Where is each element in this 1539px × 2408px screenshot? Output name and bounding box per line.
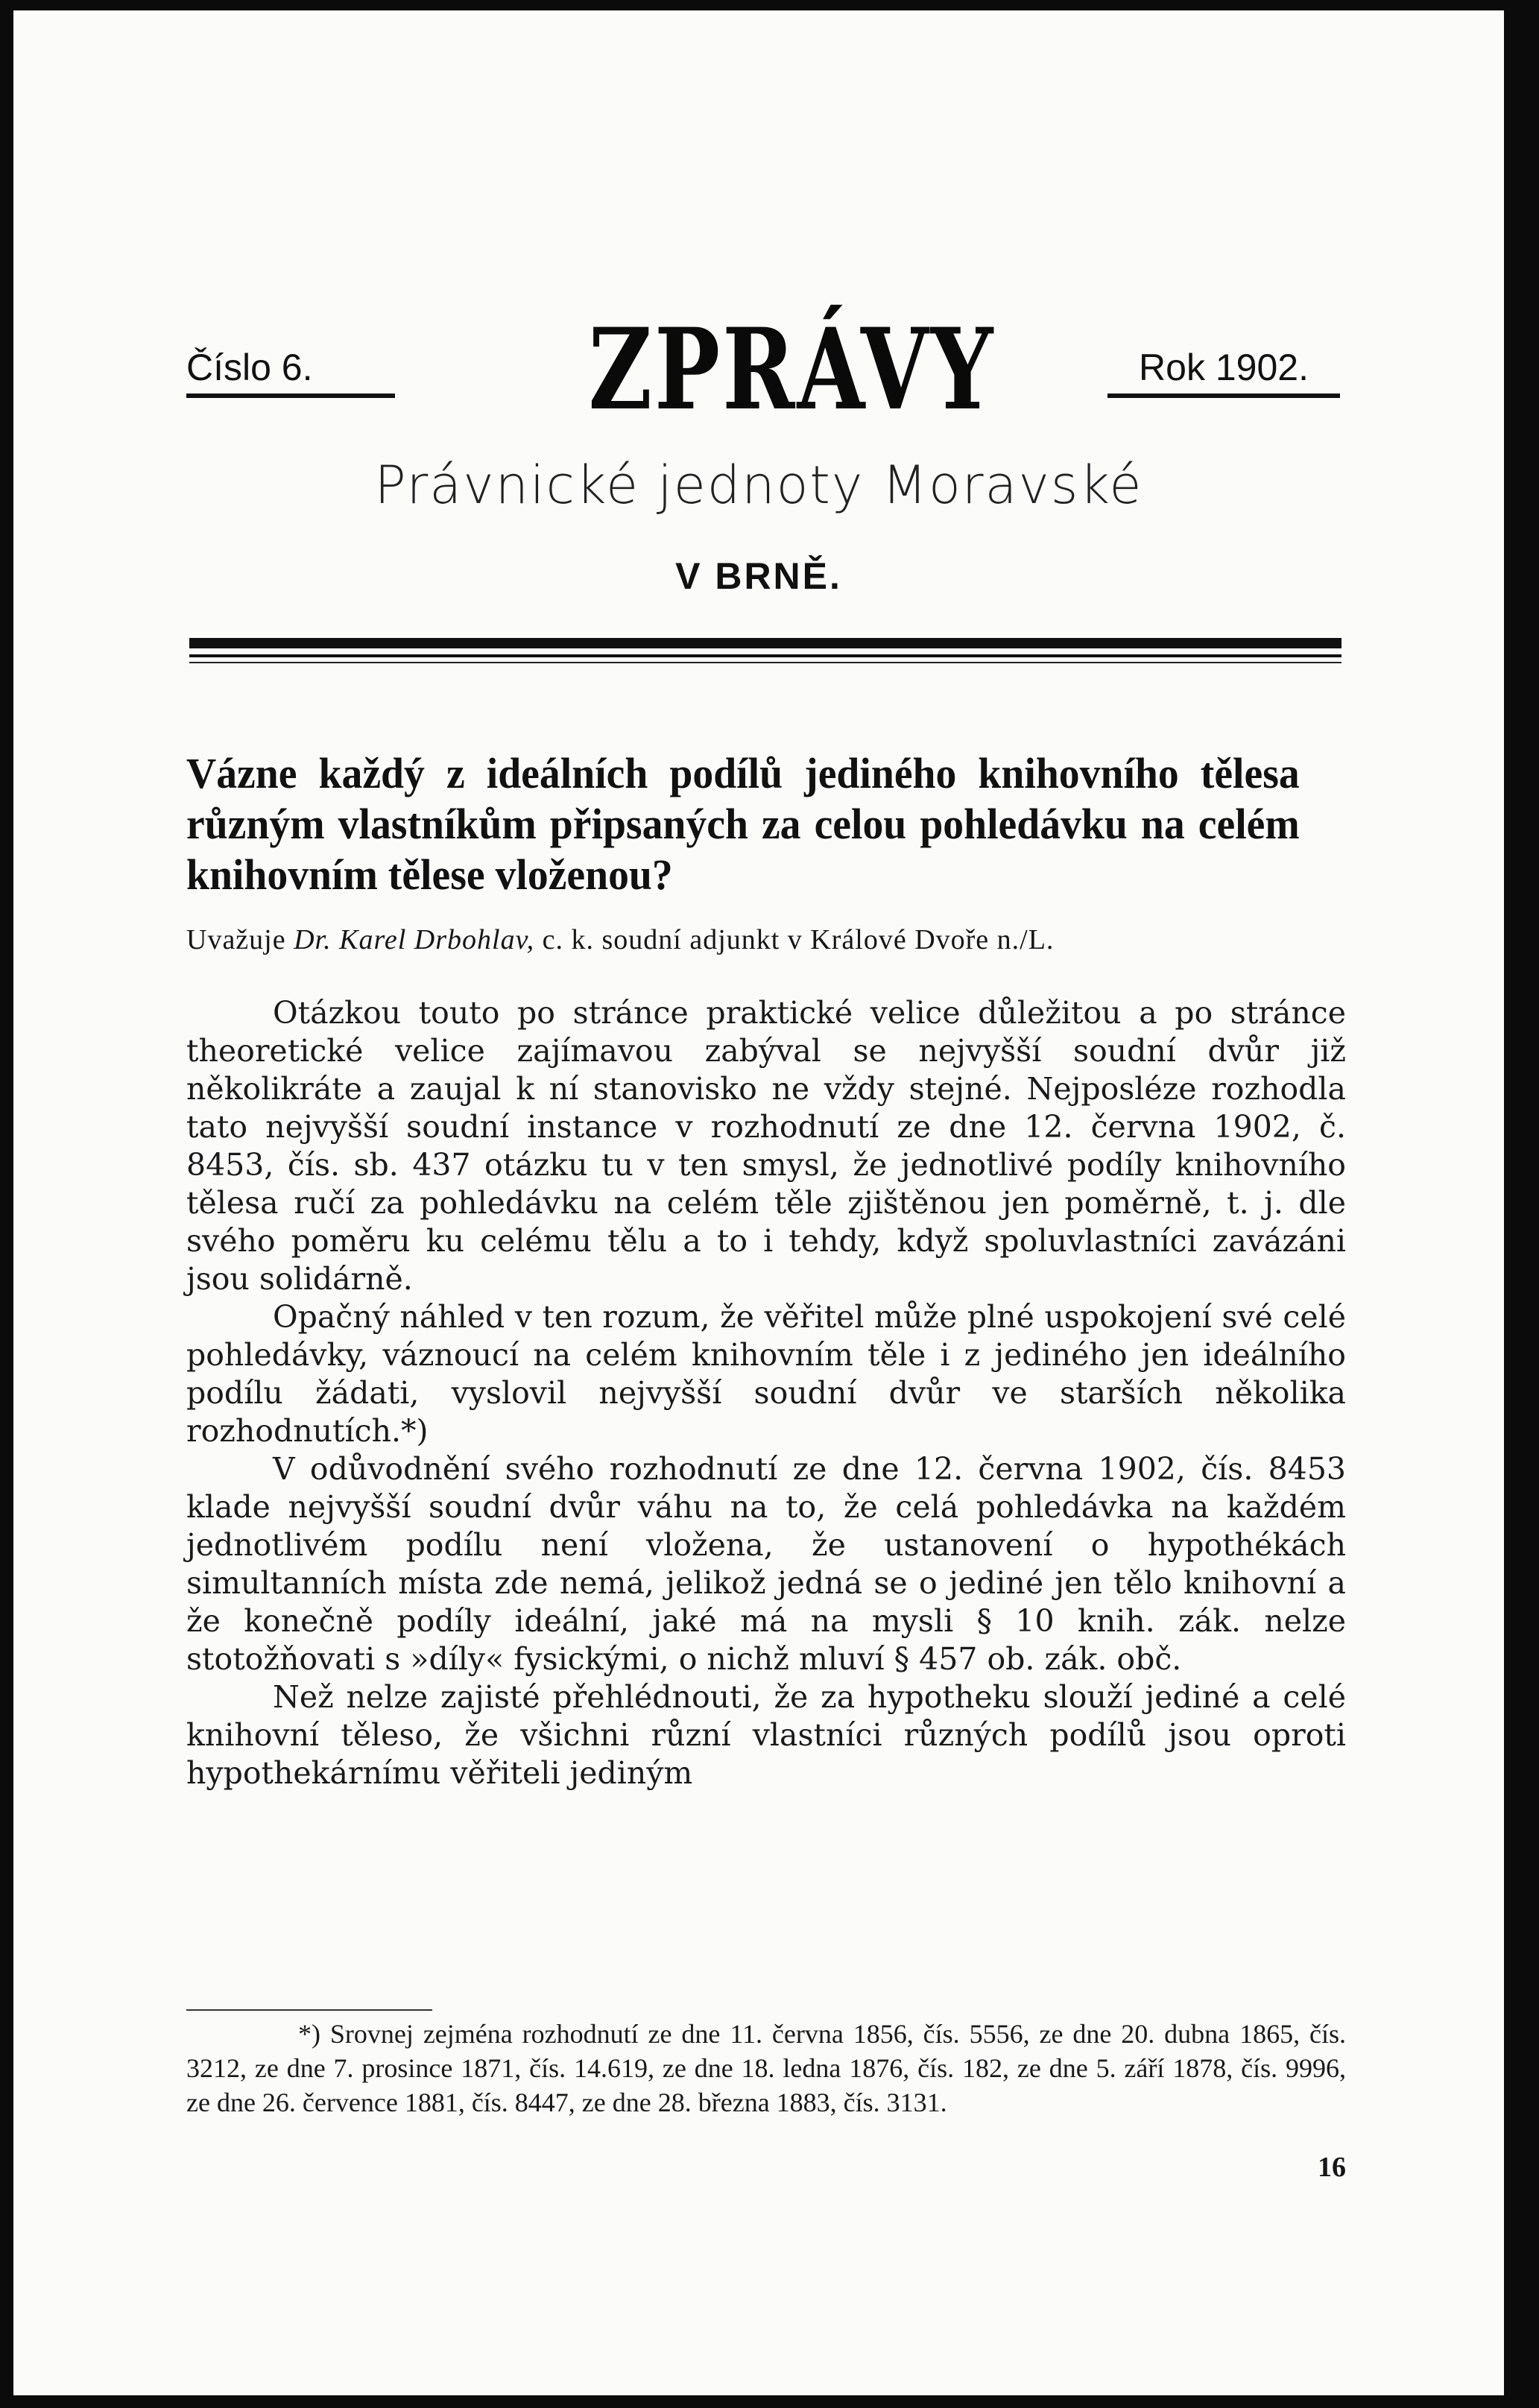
masthead-rule <box>189 638 1342 648</box>
masthead-rule-hairline <box>189 662 1342 663</box>
journal-city: V BRNĚ. <box>675 555 842 597</box>
paragraph: Než nelze zajisté přehlédnouti, že za hypotheku slouží jediné a celé knihovní těleso, že všichni různí vlastníci různých podílů jsou oproti hypothekárnímu věřiteli jediným <box>186 1679 1346 1791</box>
article-byline <box>186 923 1346 956</box>
paragraph: V odůvodnění svého rozhodnutí ze dne 12. června 1902, čís. 8453 klade nejvyšší soudní dvůr váhu na to, že celá pohledávka na každém jednotlivém podílu není vložena, že ustanovení o hypothékách simultanních místa zde nemá, jelikož jedná se o jediné jen tělo knihovní a že konečně podíly ideální, jaké má na mysli § 10 knih. zák. nelze stotožňovati s »díly« fysickými, o nichž mluví § 457 ob. zák. obč. <box>186 1451 1346 1677</box>
issue-number: Číslo 6. <box>186 346 395 398</box>
footnote-divider <box>186 2009 432 2011</box>
article-heading: Vázne každý z ideálních podílů jediného knihovního tělesa různým vlastníkům připsaných za celou pohledávku na celém knihovním tělese vloženou? <box>186 749 1300 899</box>
paragraph: Otázkou touto po stránce praktické velice důležitou a po stránce theoretické velice zajímavou zabýval se nejvyšší soudní dvůr již několikráte a zaujal k ní stanovisko ne vždy stejné. Nejposléze rozhodla tato nejvyšší soudní instance v rozhodnutí ze dne 12. června 1902, č. 8453, čís. sb. 437 otázku tu v ten smysl, že jednotlivé podíly knihovního tělesa ručí za pohledávku na celém těle zjištěnou jen poměrně, t. j. dle svého poměru ku celému tělu a to i tehdy, když spoluvlastníci zavázáni jsou solidárně. <box>186 995 1346 1297</box>
journal-subtitle: Právnické jednoty Moravské <box>374 455 1143 516</box>
author-title: c. k. soudní adjunkt v Králové Dvoře n./L. <box>542 924 1055 955</box>
issue-year: Rok 1902. <box>1107 346 1340 398</box>
masthead-rule-thin <box>189 654 1342 657</box>
page-number: 16 <box>1318 2152 1346 2183</box>
footnote: *) Srovnej zejména rozhodnutí ze dne 11. června 1856, čís. 5556, ze dne 20. dubna 1865, čís. 3212, ze dne 7. prosince 1871, čís. 14.619, ze dne 18. ledna 1876, čís. 182, ze dne 5. září 1878, čís. 9996, ze dne 26. července 1881, čís. 8447, ze dne 28. března 1883, čís. 3131. <box>186 2019 1346 2117</box>
paragraph: Opačný náhled v ten rozum, že věřitel může plné uspokojení své celé pohledávky, váznoucí na celém knihovním těle i z jediného jen ideálního podílu žádati, vyslovil nejvyšší soudní dvůr ve starších několika rozhodnutích.*) <box>186 1299 1346 1449</box>
document-page <box>13 10 1504 2395</box>
journal-title: ZPRÁVY <box>588 304 996 435</box>
author-name: Dr. Karel Drbohlav, <box>294 924 535 955</box>
masthead <box>13 301 1504 450</box>
article-body <box>186 994 1346 1792</box>
byline-prefix: Uvažuje <box>186 924 286 955</box>
